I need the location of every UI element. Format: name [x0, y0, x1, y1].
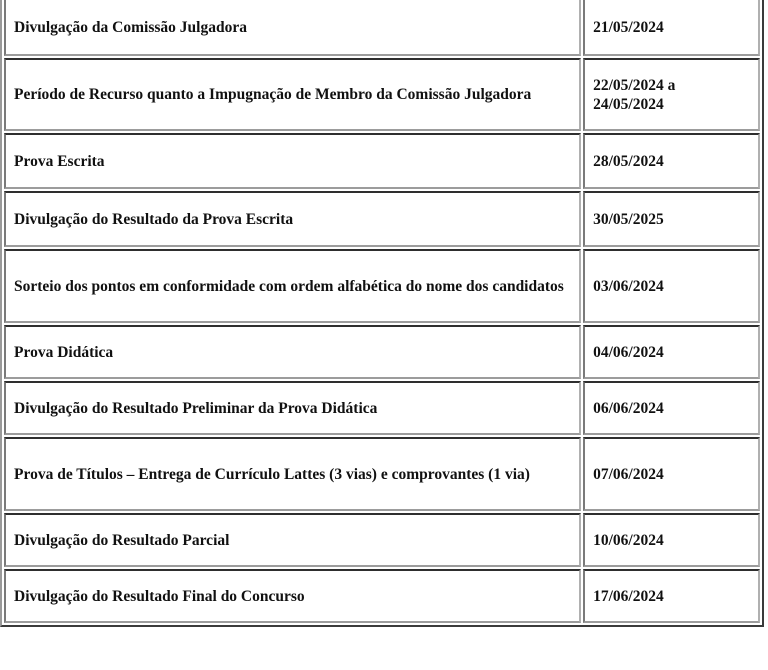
date-cell: 07/06/2024	[583, 437, 760, 511]
table-row	[4, 325, 760, 379]
date-cell: 30/05/2025	[583, 191, 760, 247]
event-cell: Prova Escrita	[4, 133, 581, 189]
event-cell: Divulgação do Resultado Parcial	[4, 513, 581, 567]
event-cell: Divulgação da Comissão Julgadora	[4, 0, 581, 56]
date-cell: 06/06/2024	[583, 381, 760, 435]
date-range-text: 22/05/2024 a 24/05/2024	[593, 76, 676, 113]
event-cell: Divulgação do Resultado Final do Concurso	[4, 569, 581, 623]
table-row	[4, 191, 760, 247]
table-row	[4, 513, 760, 567]
date-cell	[583, 58, 760, 131]
table-row	[4, 133, 760, 189]
date-cell: 04/06/2024	[583, 325, 760, 379]
table-row	[4, 381, 760, 435]
table-row	[4, 437, 760, 511]
event-cell: Prova Didática	[4, 325, 581, 379]
date-cell: 03/06/2024	[583, 249, 760, 323]
event-cell: Divulgação do Resultado da Prova Escrita	[4, 191, 581, 247]
event-cell: Período de Recurso quanto a Impugnação de Membro da Comissão Julgadora	[4, 58, 581, 131]
table-row	[4, 0, 760, 56]
table-row	[4, 58, 760, 131]
event-cell: Prova de Títulos – Entrega de Currículo Lattes (3 vias) e comprovantes (1 via)	[4, 437, 581, 511]
date-cell: 21/05/2024	[583, 0, 760, 56]
table-row	[4, 569, 760, 623]
table-row	[4, 249, 760, 323]
event-cell: Sorteio dos pontos em conformidade com ordem alfabética do nome dos candidatos	[4, 249, 581, 323]
date-cell: 28/05/2024	[583, 133, 760, 189]
date-cell: 10/06/2024	[583, 513, 760, 567]
date-cell: 17/06/2024	[583, 569, 760, 623]
event-cell: Divulgação do Resultado Preliminar da Prova Didática	[4, 381, 581, 435]
